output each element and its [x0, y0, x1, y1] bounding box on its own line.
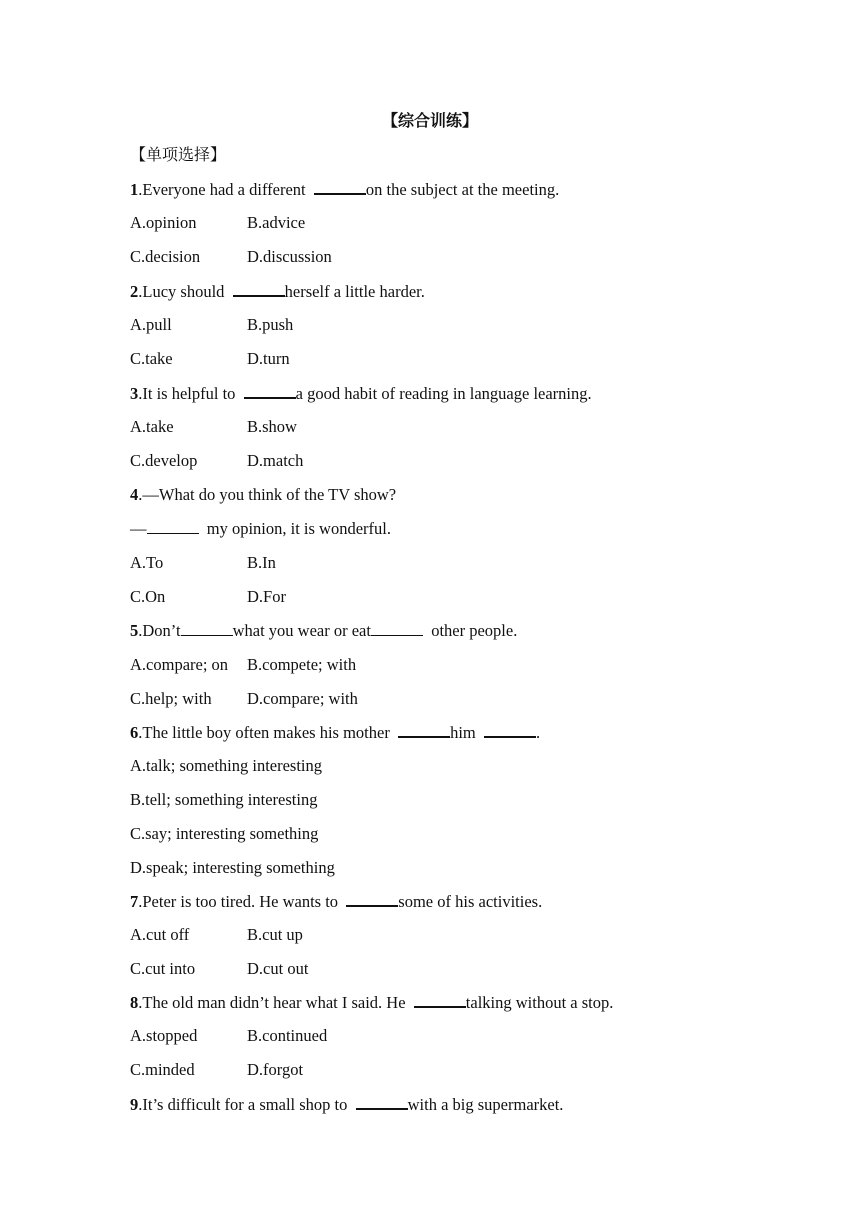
- question-3: [130, 383, 592, 404]
- question-text: .It is helpful to: [138, 384, 244, 403]
- options-row: [130, 1060, 303, 1080]
- question-text: herself a little harder.: [284, 282, 425, 301]
- question-text: him: [450, 723, 484, 742]
- question-4-reply: [130, 519, 391, 539]
- question-number: 9: [130, 1095, 139, 1114]
- question-1: [130, 179, 559, 200]
- option-c: C.develop: [130, 451, 198, 470]
- question-text: .Peter is too tired. He wants to: [138, 892, 347, 911]
- options-row: [130, 451, 303, 471]
- option-a: A.take: [130, 417, 174, 436]
- answer-blank: [371, 621, 423, 636]
- option-c: C.On: [130, 587, 166, 606]
- option-d: D.speak; interesting something: [130, 858, 335, 877]
- options-row: [130, 315, 293, 335]
- option-a: A.compare; on: [130, 655, 229, 674]
- question-number: 8: [130, 993, 139, 1012]
- section-heading: 【单项选择】: [130, 145, 227, 164]
- answer-blank: [356, 1094, 408, 1110]
- option-a: A.stopped: [130, 1026, 198, 1045]
- answer-blank: [398, 722, 450, 738]
- option-d: D.cut out: [247, 959, 309, 978]
- options-row: [130, 959, 308, 979]
- question-text: —: [130, 519, 147, 538]
- options-row: [130, 349, 290, 369]
- options-row: [130, 925, 303, 945]
- question-text: talking without a stop.: [465, 993, 614, 1012]
- question-number: 5: [130, 621, 139, 640]
- question-2: [130, 281, 425, 302]
- question-text: .Lucy should: [138, 282, 233, 301]
- option-a: A.To: [130, 553, 164, 572]
- question-text: .The little boy often makes his mother: [138, 723, 399, 742]
- option-a: A.opinion: [130, 213, 197, 232]
- option-c: C.say; interesting something: [130, 824, 319, 843]
- options-row: [130, 247, 332, 267]
- answer-blank: [244, 383, 296, 399]
- question-number: 1: [130, 180, 139, 199]
- question-text: on the subject at the meeting.: [365, 180, 560, 199]
- option-b: B.show: [247, 417, 297, 436]
- answer-blank: [346, 891, 398, 907]
- option-c: C.help; with: [130, 689, 212, 708]
- question-5: [130, 621, 517, 641]
- options-row: [130, 417, 297, 437]
- option-b: B.advice: [247, 213, 306, 232]
- option-b: B.continued: [247, 1026, 328, 1045]
- options-row: [130, 689, 358, 709]
- question-text: .The old man didn’t hear what I said. He: [138, 993, 414, 1012]
- question-text: .Everyone had a different: [138, 180, 314, 199]
- option-d: D.turn: [247, 349, 290, 368]
- question-text: my opinion, it is wonderful.: [198, 519, 391, 538]
- option-c: C.cut into: [130, 959, 196, 978]
- answer-blank: [233, 281, 285, 297]
- question-text: a good habit of reading in language learning.: [295, 384, 592, 403]
- option-a: A.pull: [130, 315, 172, 334]
- answer-blank: [484, 722, 536, 738]
- option-d: D.compare; with: [247, 689, 358, 708]
- question-number: 3: [130, 384, 139, 403]
- question-4: [130, 485, 396, 505]
- options-row: [130, 213, 305, 233]
- answer-blank: [147, 519, 199, 534]
- question-9: [130, 1094, 563, 1115]
- question-8: [130, 992, 613, 1013]
- question-number: 6: [130, 723, 139, 742]
- question-text: some of his activities.: [398, 892, 543, 911]
- option-d: D.discussion: [247, 247, 332, 266]
- options-row: [130, 1026, 327, 1046]
- question-6: [130, 722, 540, 743]
- options-row: [130, 655, 356, 675]
- option-b: B.tell; something interesting: [130, 790, 318, 809]
- option-a: A.cut off: [130, 925, 190, 944]
- option-d: D.match: [247, 451, 304, 470]
- option-d: D.forgot: [247, 1060, 304, 1079]
- question-number: 2: [130, 282, 139, 301]
- option-a: A.talk; something interesting: [130, 756, 323, 775]
- answer-blank: [181, 621, 233, 636]
- question-text: other people.: [422, 621, 518, 640]
- question-text: .It’s difficult for a small shop to: [138, 1095, 356, 1114]
- option-c: C.minded: [130, 1060, 195, 1079]
- option-c: C.decision: [130, 247, 201, 266]
- page-title: 【综合训练】: [381, 111, 478, 130]
- question-text: .Don’t: [138, 621, 181, 640]
- question-text: with a big supermarket.: [407, 1095, 564, 1114]
- option-d: D.For: [247, 587, 286, 606]
- answer-blank: [314, 179, 366, 195]
- question-number: 4: [130, 485, 139, 504]
- option-b: B.compete; with: [247, 655, 357, 674]
- question-number: 7: [130, 892, 139, 911]
- answer-blank: [414, 992, 466, 1008]
- options-row: [130, 587, 286, 607]
- question-text: .: [536, 723, 541, 742]
- option-c: C.take: [130, 349, 173, 368]
- option-b: B.push: [247, 315, 294, 334]
- question-text: .—What do you think of the TV show?: [138, 485, 397, 504]
- options-row: [130, 553, 276, 573]
- option-b: B.cut up: [247, 925, 303, 944]
- question-7: [130, 891, 542, 912]
- question-text: what you wear or eat: [232, 621, 371, 640]
- option-b: B.In: [247, 553, 276, 572]
